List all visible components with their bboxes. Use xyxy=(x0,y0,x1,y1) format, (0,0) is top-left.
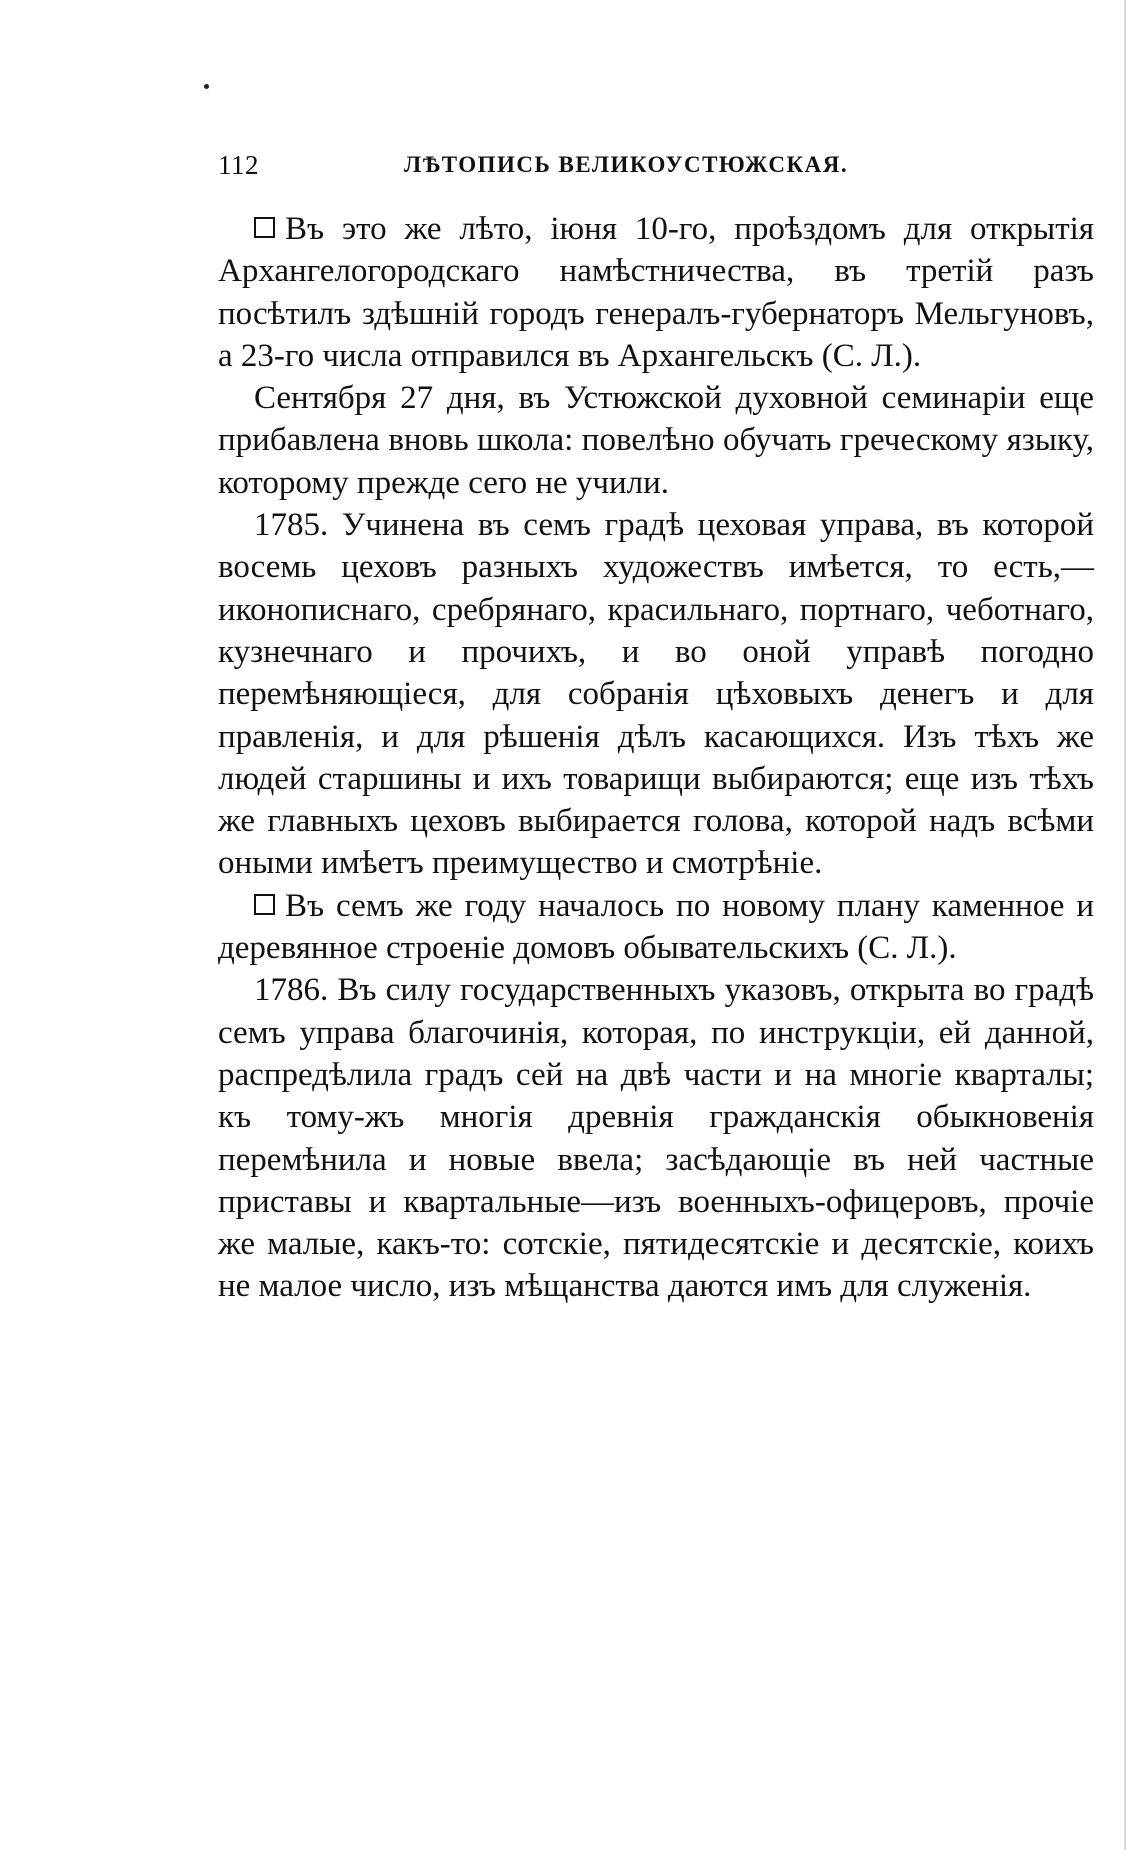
paragraph-3 xyxy=(218,504,1094,885)
paragraph-1 xyxy=(218,208,1094,377)
running-title: ЛѢТОПИСЬ ВЕЛИКОУСТЮЖСКАЯ. xyxy=(404,152,849,177)
square-marker-icon xyxy=(254,217,275,238)
page-edge-line xyxy=(1124,0,1126,1850)
paragraph-text: Сентября 27 дня, въ Устюжской духовной семинаріи еще прибавлена вновь школа: повелѣно обучать греческому языку, которому прежде сего не учили. xyxy=(218,380,1094,501)
ink-speck xyxy=(204,84,209,89)
paragraph-text: 1786. Въ силу государственныхъ указовъ, открыта во градѣ семъ управа благочинія, которая, по инструкціи, ей данной, распредѣлила градъ сей на двѣ части и на многіе кварталы; къ тому-жъ многія древнія гражданскія обыкновенія перемѣнила и новые ввела; засѣдающіе въ ней частные приставы и квартальные—изъ военныхъ-офицеровъ, прочіе же малые, какъ-то: сотскіе, пятидесятскіе и десятскіе, коихъ не малое число, изъ мѣщанства даются имъ для служенія. xyxy=(218,972,1094,1305)
body-text xyxy=(218,208,1094,1308)
page-number: 112 xyxy=(218,150,259,180)
paragraph-2 xyxy=(218,377,1094,504)
paragraph-text: Въ это же лѣто, іюня 10-го, проѣздомъ для открытія Архангелогородскаго намѣстничества, въ третій разъ посѣтилъ здѣшній городъ генералъ-губернаторъ Мельгуновъ, а 23-го числа отправился въ Архангельскъ (С. Л.). xyxy=(218,211,1094,374)
paragraph-4 xyxy=(218,885,1094,970)
paragraph-text: 1785. Учинена въ семъ градѣ цеховая управа, въ которой восемь цеховъ разныхъ художествъ имѣется, то есть,—иконописнаго, сребрянаго, красильнаго, портнаго, чеботнаго, кузнечнаго и прочихъ, и во оной управѣ погодно перемѣняющіеся, для собранія цѣховыхъ денегъ и для правленія, и для рѣшенія дѣлъ касающихся. Изъ тѣхъ же людей старшины и ихъ товарищи выбираются; еще изъ тѣхъ же главныхъ цеховъ выбирается голова, которой надъ всѣми оными имѣетъ преимущество и смотрѣніе. xyxy=(218,507,1094,882)
paragraph-5 xyxy=(218,969,1094,1307)
square-marker-icon xyxy=(254,894,275,915)
page-header xyxy=(218,150,1094,190)
paragraph-text: Въ семъ же году началось по новому плану каменное и деревянное строеніе домовъ обывательскихъ (С. Л.). xyxy=(218,887,1094,967)
